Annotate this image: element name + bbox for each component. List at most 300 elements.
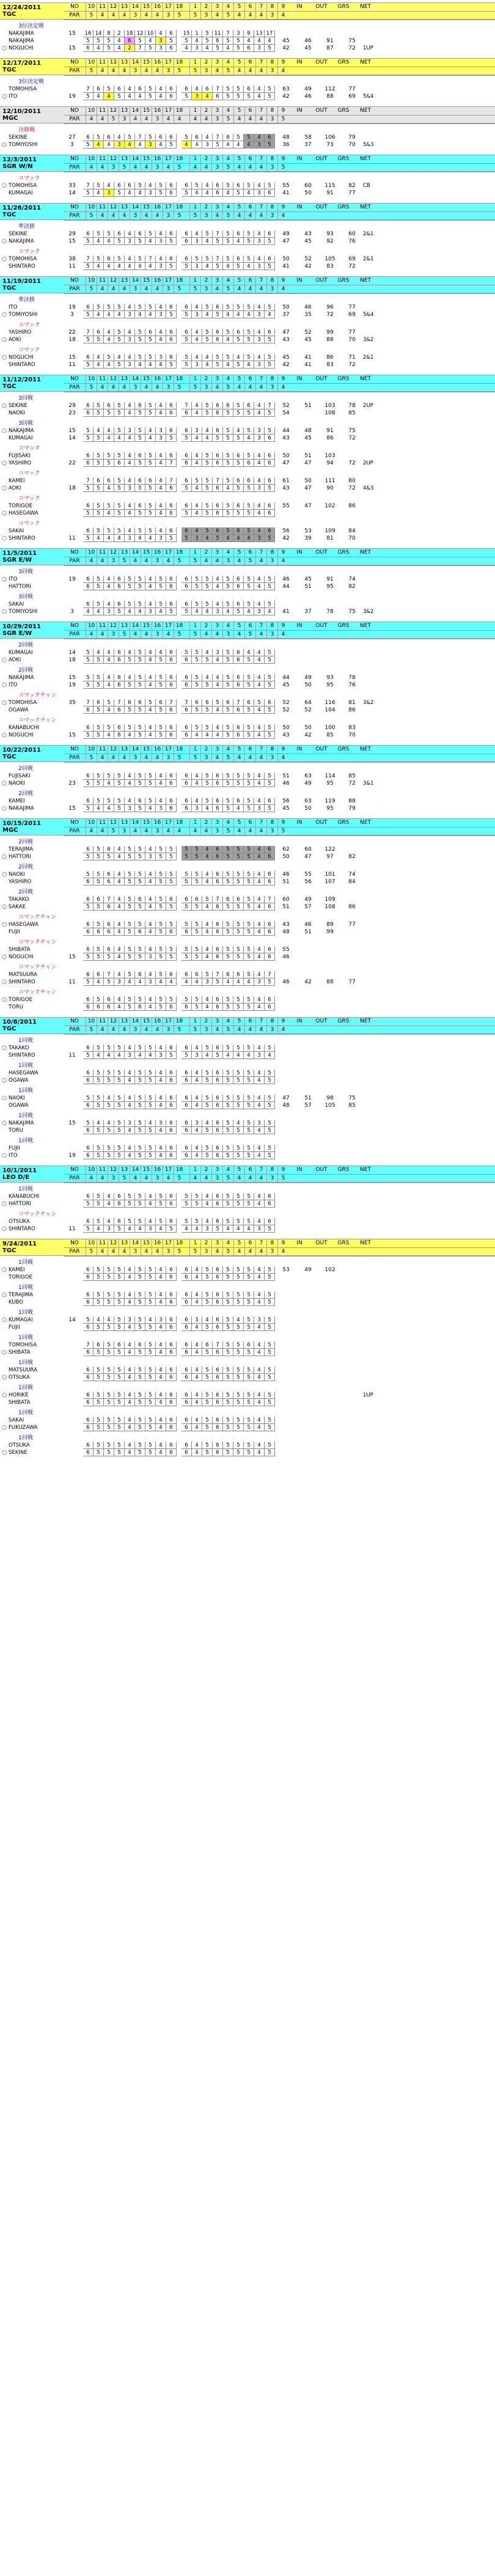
gross-total — [319, 1316, 341, 1324]
hole-score: 4 — [156, 30, 166, 37]
hole-score: 6 — [83, 576, 94, 583]
net-total — [341, 656, 363, 664]
hole-score: 6 — [182, 780, 192, 787]
par-value: 4 — [141, 164, 152, 172]
hole-score: 5 — [114, 329, 125, 336]
hole-score: 5 — [265, 1442, 275, 1449]
hole-score: 4 — [192, 329, 202, 336]
hole-score: 6 — [182, 656, 192, 664]
handicap: 19 — [68, 576, 76, 582]
in-total: 61 — [282, 478, 290, 484]
hole-number: 18 — [174, 107, 185, 115]
hole-score: 4 — [192, 1044, 202, 1052]
hole-score: 3 — [254, 263, 265, 270]
round-date: 11/19/2011 — [2, 278, 41, 285]
gross-total — [319, 1274, 341, 1281]
hole-score: 6 — [166, 1200, 177, 1208]
hole-number: 1 — [189, 622, 200, 630]
hole-score: 7 — [182, 402, 192, 409]
hole-score: 4 — [202, 674, 213, 681]
hole-score: 9 — [244, 30, 254, 37]
hole-score: 6 — [213, 1077, 223, 1084]
match-block — [0, 321, 495, 343]
player-name: SHINTARO — [9, 1052, 35, 1059]
course-name: TGC — [2, 11, 16, 18]
round-date: 10/1/2011 — [2, 1167, 37, 1174]
handicap — [61, 477, 83, 485]
hole-score: 6 — [166, 1324, 177, 1331]
hole-score: 6 — [83, 1291, 94, 1299]
hole-score: 6 — [213, 1291, 223, 1299]
hole-number: 13 — [119, 277, 130, 285]
hole-score: 5 — [223, 772, 233, 780]
gross-total — [319, 1449, 341, 1456]
column-gap — [185, 384, 189, 392]
hole-number: 15 — [141, 549, 152, 557]
hole-score: 5 — [135, 601, 145, 608]
hole-number: 18 — [174, 277, 185, 285]
hole-score: 3 — [254, 45, 265, 52]
hole-number: 14 — [130, 59, 141, 67]
hole-number: 17 — [163, 549, 174, 557]
net-total — [341, 1266, 363, 1274]
column-gap — [177, 1291, 182, 1299]
winner-mark — [0, 86, 9, 93]
match-block — [0, 470, 495, 492]
hole-number-row — [64, 819, 495, 827]
no-label: NO — [70, 4, 79, 10]
player-name: HASEGAWA — [9, 510, 38, 516]
par-value: 3 — [108, 557, 119, 565]
hole-score: 4 — [145, 576, 156, 583]
par-value: 4 — [244, 285, 255, 293]
in-total — [275, 1417, 297, 1424]
par-row — [64, 557, 495, 566]
hole-number: 3 — [211, 155, 222, 163]
match-block — [0, 964, 495, 986]
match-result — [363, 798, 385, 805]
column-gap — [177, 304, 182, 311]
handicap: 3 — [70, 609, 74, 615]
net-total: 76 — [348, 238, 356, 244]
hole-number: 8 — [266, 746, 277, 754]
par-row — [64, 285, 495, 294]
hole-score: 4 — [156, 1274, 166, 1281]
par-value: 4 — [255, 1248, 266, 1256]
par-value: 3 — [211, 827, 222, 835]
hole-number: 14 — [130, 155, 141, 163]
hole-score: 3 — [156, 37, 166, 45]
hole-score: 5 — [213, 45, 223, 52]
hole-score: 6 — [83, 452, 94, 460]
hole-score: 4 — [223, 361, 233, 369]
out-label: OUT — [315, 277, 328, 284]
hole-score: 5 — [145, 1349, 156, 1356]
hole-score: 6 — [166, 1374, 177, 1381]
net-total — [341, 1349, 363, 1356]
par-value: 4 — [244, 754, 255, 762]
column-gap — [177, 1399, 182, 1406]
hole-score: 5 — [223, 656, 233, 664]
match-title: コマック — [18, 471, 40, 477]
hole-number-row — [64, 155, 495, 164]
player-row — [0, 354, 495, 361]
hole-score: 5 — [135, 1399, 145, 1406]
hole-number: 13 — [119, 1166, 130, 1174]
hole-score: 5 — [94, 510, 104, 517]
hole-score: 3 — [125, 535, 135, 542]
gross-total — [319, 1399, 341, 1406]
out-label: OUT — [315, 156, 328, 162]
hole-number: 7 — [255, 1018, 266, 1026]
out-total: 45 — [304, 238, 312, 244]
hole-score: 4 — [156, 485, 166, 492]
hole-score: 6 — [182, 1299, 192, 1306]
hole-score: 6 — [166, 1417, 177, 1424]
hole-score: 6 — [182, 1449, 192, 1456]
hole-score: 5 — [265, 649, 275, 656]
round-header — [0, 2, 495, 20]
hole-score: 5 — [202, 1095, 213, 1102]
match-title: 3回戦 — [18, 594, 33, 600]
hole-score: 4 — [213, 674, 223, 681]
hole-score: 6 — [83, 798, 94, 805]
hole-score: 3 — [156, 238, 166, 245]
hole-score: 5 — [244, 1145, 254, 1152]
par-value: 4 — [255, 1175, 266, 1183]
hole-score: 5 — [223, 1374, 233, 1381]
hole-score: 4 — [104, 674, 114, 681]
hole-score: 5 — [192, 996, 202, 1004]
hole-score: 5 — [233, 409, 244, 417]
winner-mark: ○ — [2, 183, 7, 189]
hole-score: 5 — [94, 37, 104, 45]
hole-score: 5 — [104, 1127, 114, 1134]
out-total — [297, 1442, 319, 1449]
match-result — [363, 86, 385, 93]
hole-score: 3 — [125, 485, 135, 492]
par-value: 4 — [141, 212, 152, 220]
hole-score: 5 — [104, 1449, 114, 1456]
hole-number: 15 — [141, 155, 152, 163]
hole-score: 4 — [265, 37, 275, 45]
gross-total — [319, 601, 341, 608]
hole-score: 5 — [265, 1316, 275, 1324]
hole-score: 4 — [254, 1424, 265, 1431]
column-gap — [177, 1417, 182, 1424]
hole-score: 5 — [135, 1316, 145, 1324]
hole-score: 5 — [192, 846, 202, 853]
handicap — [61, 583, 83, 590]
hole-score: 5 — [202, 1145, 213, 1152]
hole-number: 13 — [119, 204, 130, 211]
hole-score: 4 — [202, 45, 213, 52]
hole-score: 5 — [135, 238, 145, 245]
hole-score: 4 — [192, 435, 202, 442]
hole-score: 4 — [254, 1399, 265, 1406]
player-row — [0, 724, 495, 732]
par-value: 4 — [189, 827, 200, 835]
par-value: 4 — [255, 116, 266, 123]
column-gap — [177, 805, 182, 812]
hole-score: 5 — [104, 953, 114, 961]
hole-score: 4 — [254, 649, 265, 656]
hole-score: 4 — [213, 732, 223, 739]
player-row — [0, 329, 495, 336]
hole-score: 4 — [156, 978, 166, 986]
match-block — [0, 1062, 495, 1084]
column-gap — [177, 798, 182, 805]
hole-score: 6 — [166, 336, 177, 343]
par-row — [64, 827, 495, 836]
in-total: 47 — [282, 329, 290, 336]
hole-score: 4 — [156, 1374, 166, 1381]
par-value: 5 — [222, 384, 233, 392]
hole-score: 6 — [213, 798, 223, 805]
hole-score: 5 — [233, 304, 244, 311]
hole-score: 5 — [265, 1274, 275, 1281]
winner-mark — [0, 1417, 9, 1424]
column-gap — [177, 724, 182, 732]
player-name: OGAWA — [9, 1077, 29, 1084]
hole-score: 6 — [213, 996, 223, 1004]
hole-score: 5 — [94, 1127, 104, 1134]
par-value: 4 — [152, 754, 163, 762]
match-title: 3位決定戦 — [18, 23, 44, 29]
winner-mark: ○ — [2, 1077, 7, 1084]
column-gap — [185, 827, 189, 835]
hole-score: 5 — [182, 485, 192, 492]
hole-score: 5 — [156, 583, 166, 590]
hole-score: 4 — [202, 921, 213, 928]
hole-score: 5 — [223, 1324, 233, 1331]
gross-total: 78 — [326, 609, 334, 615]
hole-score: 5 — [125, 871, 135, 878]
hole-score: 4 — [156, 1399, 166, 1406]
hole-score: 5 — [104, 409, 114, 417]
par-label: PAR — [69, 384, 80, 391]
hole-score: 6 — [166, 732, 177, 739]
in-total — [275, 1193, 297, 1200]
in-total: 42 — [282, 362, 290, 368]
match-title: コマック — [18, 347, 40, 353]
hole-score: 3 — [202, 1225, 213, 1233]
player-row — [0, 1367, 495, 1374]
hole-strip — [64, 375, 495, 391]
handicap: 11 — [68, 263, 76, 270]
hole-score: 6 — [166, 1392, 177, 1399]
hole-score: 6 — [83, 1152, 94, 1159]
hole-score: 4 — [83, 608, 94, 615]
hole-score: 5 — [104, 1070, 114, 1077]
match-block — [0, 1384, 495, 1406]
in-total: 52 — [282, 707, 290, 713]
hole-score: 4 — [156, 93, 166, 100]
out-total: 47 — [304, 485, 312, 491]
hole-score: 5 — [135, 1102, 145, 1109]
course-name: TGC — [2, 67, 16, 73]
hole-score: 6 — [135, 86, 145, 93]
hole-score: 6 — [166, 674, 177, 681]
par-value: 3 — [130, 12, 141, 20]
hole-number: 11 — [97, 1018, 108, 1026]
round-date: 10/8/2011 — [2, 1019, 37, 1026]
hole-score: 5 — [192, 921, 202, 928]
match-result: 1UP — [363, 45, 373, 51]
hole-score: 6 — [233, 798, 244, 805]
hole-score: 4 — [213, 576, 223, 583]
hole-score: 6 — [166, 502, 177, 510]
column-gap — [177, 1374, 182, 1381]
hole-score: 5 — [233, 1417, 244, 1424]
hole-score: 5 — [104, 1299, 114, 1306]
handicap — [61, 971, 83, 978]
hole-score: 4 — [192, 1266, 202, 1274]
hole-number: 1 — [189, 155, 200, 163]
hole-score: 6 — [213, 1316, 223, 1324]
hole-score: 5 — [265, 576, 275, 583]
hole-score: 4 — [192, 1392, 202, 1399]
hole-number: 7 — [255, 819, 266, 827]
winner-mark: ○ — [2, 1374, 7, 1381]
hole-score: 5 — [265, 1077, 275, 1084]
hole-score: 4 — [254, 780, 265, 787]
column-gap — [177, 189, 182, 197]
hole-number: 9 — [277, 59, 288, 67]
hole-number-row — [64, 3, 495, 12]
match-title: 1回戦 — [18, 1186, 33, 1192]
par-value: 3 — [163, 12, 174, 20]
hole-score: 5 — [156, 732, 166, 739]
hole-score: 6 — [104, 402, 114, 409]
par-label: PAR — [69, 828, 80, 834]
match-result — [363, 1399, 385, 1406]
hole-score: 4 — [145, 1004, 156, 1011]
hole-score: 6 — [233, 182, 244, 189]
hole-score: 5 — [223, 37, 233, 45]
out-total — [297, 1449, 319, 1456]
hole-score: 4 — [125, 1127, 135, 1134]
hole-score: 4 — [192, 1274, 202, 1281]
par-value: 4 — [163, 827, 174, 835]
player-name: TORIGOE — [9, 1274, 32, 1280]
hole-score: 3 — [114, 978, 125, 986]
handicap — [61, 502, 83, 510]
column-gap — [177, 1102, 182, 1109]
net-label: NET — [360, 1167, 371, 1173]
hole-score: 4 — [145, 311, 156, 318]
hole-score: 6 — [114, 1200, 125, 1208]
hole-score: 5 — [94, 502, 104, 510]
handicap: 19 — [68, 304, 76, 310]
hole-number: 2 — [200, 622, 211, 630]
hole-score: 6 — [213, 853, 223, 861]
hole-score: 6 — [265, 502, 275, 510]
net-total: 78 — [348, 403, 356, 409]
hole-score: 5 — [125, 656, 135, 664]
hole-score: 5 — [223, 805, 233, 812]
hole-score: 5 — [156, 674, 166, 681]
hole-number: 6 — [244, 1166, 255, 1174]
hole-score: 4 — [125, 978, 135, 986]
match-result — [363, 1145, 385, 1152]
hole-score: 5 — [94, 953, 104, 961]
hole-score: 4 — [202, 903, 213, 911]
hole-score: 5 — [202, 1374, 213, 1381]
player-name: NAOKI — [9, 1095, 25, 1101]
hole-score: 5 — [135, 846, 145, 853]
hole-score: 4 — [192, 189, 202, 197]
hole-score: 6 — [213, 1274, 223, 1281]
par-value: 4 — [244, 12, 255, 20]
hole-score: 5 — [202, 1399, 213, 1406]
in-total: 51 — [282, 879, 290, 885]
hole-score: 4 — [192, 978, 202, 986]
hole-number: 5 — [233, 549, 244, 557]
player-name: TERAJIMA — [9, 1292, 34, 1298]
in-total: 46 — [282, 780, 290, 787]
hole-number: 17 — [163, 1166, 174, 1174]
hole-score: 4 — [254, 732, 265, 739]
hole-score: 6 — [94, 699, 104, 706]
par-value: 5 — [174, 754, 185, 762]
in-label: IN — [296, 549, 302, 556]
gross-total — [319, 971, 341, 978]
net-total: 85 — [348, 773, 356, 779]
out-total — [297, 1291, 319, 1299]
hole-score: 5 — [223, 853, 233, 861]
handicap — [61, 921, 83, 928]
par-value: 3 — [266, 116, 277, 123]
hole-score: 5 — [145, 86, 156, 93]
out-total: 48 — [304, 428, 312, 434]
hole-score: 6 — [166, 189, 177, 197]
hole-number: 14 — [130, 3, 141, 11]
hole-score: 5 — [265, 1266, 275, 1274]
hole-score: 6 — [213, 946, 223, 953]
hole-number: 3 — [211, 107, 222, 115]
hole-score: 4 — [114, 928, 125, 936]
net-total — [341, 996, 363, 1004]
hole-score: 5 — [192, 576, 202, 583]
winner-mark — [0, 477, 9, 485]
in-total: 45 — [282, 38, 290, 44]
hole-score: 5 — [135, 996, 145, 1004]
hole-score: 4 — [156, 1367, 166, 1374]
column-gap — [185, 1175, 189, 1183]
hole-score: 4 — [254, 1095, 265, 1102]
hole-score: 4 — [223, 189, 233, 197]
hole-score: 4 — [104, 1052, 114, 1059]
gross-total — [319, 1299, 341, 1306]
hole-number: 8 — [266, 1239, 277, 1247]
hole-score: 4 — [125, 1324, 135, 1331]
round-header — [0, 745, 495, 762]
player-row — [0, 699, 495, 706]
hole-score: 4 — [202, 535, 213, 542]
hole-score: 5 — [244, 1077, 254, 1084]
hole-score: 6 — [83, 230, 94, 238]
out-total: 47 — [304, 854, 312, 860]
hole-score: 5 — [265, 535, 275, 542]
hole-number: 5 — [233, 204, 244, 211]
handicap: 18 — [68, 485, 76, 491]
hole-score: 4 — [125, 527, 135, 535]
par-value: 4 — [97, 1026, 108, 1034]
match-result — [363, 1200, 385, 1208]
hole-score: 5 — [244, 928, 254, 936]
gross-total: 105 — [324, 256, 336, 262]
